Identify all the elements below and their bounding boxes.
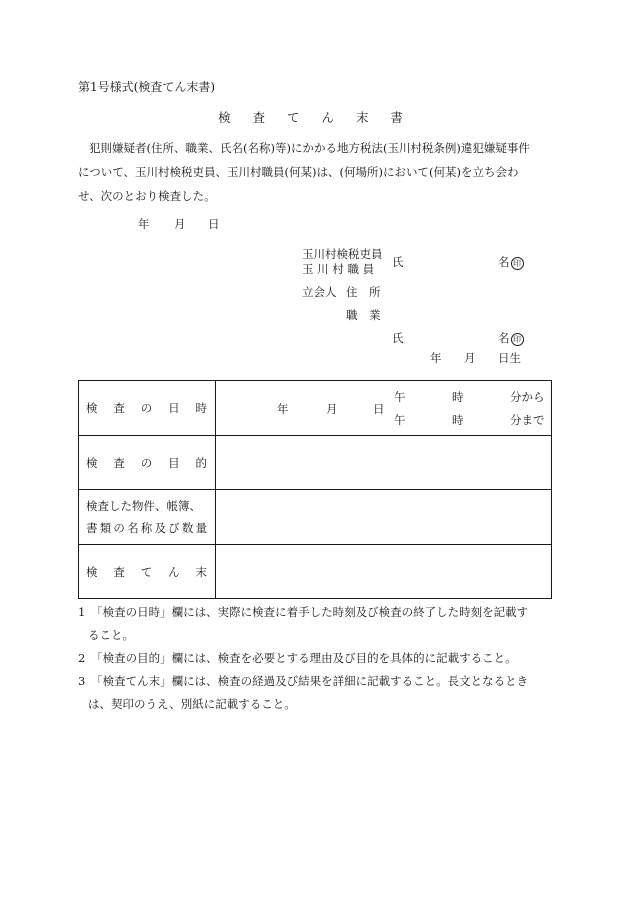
dt-year: 年 [277, 402, 289, 416]
label-char: 検 [86, 401, 98, 415]
datetime-value-cell[interactable] [216, 381, 552, 436]
note-1-cont: ること。 [88, 628, 134, 642]
table-row [79, 436, 552, 490]
dt-hour-end: 時 [452, 413, 464, 427]
inspector-title-2: 玉 川 村 職 員 [302, 262, 375, 276]
label-char: 目 [168, 455, 180, 470]
inspector-title-1: 玉川村検税吏員 [302, 247, 383, 261]
note-number: 2 [78, 651, 86, 665]
birth-day: 日生 [498, 351, 521, 365]
seal-1: 印 [511, 257, 524, 270]
table-row [79, 490, 552, 545]
dt-minute-from: 分から [510, 390, 545, 404]
items-value-cell[interactable] [216, 490, 552, 545]
inspection-table [78, 380, 552, 599]
note-text: 「検査の目的」欄には、検査を必要とする理由及び目的を具体的に記載すること。 [96, 651, 517, 665]
note-1 [78, 601, 558, 624]
date-month: 月 [174, 217, 186, 231]
dt-ampm-start: 午 [394, 390, 406, 404]
body-line-1: 犯則嫌疑者(住所、職業、氏名(名称)等)にかかる地方税法(玉川村税条例)違犯嫌疑事件 [89, 141, 530, 155]
purpose-label [79, 436, 216, 490]
dt-minute-to: 分まで [510, 413, 545, 427]
label-char: 検 [86, 564, 98, 579]
note-text: 「検査てん末」欄には、検査の経過及び結果を詳細に記載すること。長文となるとき [96, 674, 529, 688]
label-char: 名 [127, 521, 139, 535]
witness-label: 立会人 [302, 285, 337, 299]
note-2 [78, 647, 558, 670]
label-char: て [140, 564, 153, 579]
label-char: 検 [86, 455, 98, 470]
result-label [79, 545, 216, 599]
label-char: 称 [140, 521, 153, 535]
dt-hour-start: 時 [452, 390, 464, 404]
datetime-label [79, 381, 216, 436]
label-char: 数 [181, 521, 194, 535]
birth-month: 月 [464, 351, 476, 365]
result-value-cell[interactable] [216, 545, 552, 599]
note-number: 1 [78, 605, 86, 619]
label-char: 及 [154, 521, 166, 535]
witness-address-label: 住 所 [346, 285, 381, 299]
table-row [79, 545, 552, 599]
witness-name-suffix [498, 330, 524, 346]
label-char: の [113, 521, 125, 535]
label-char: 日 [168, 401, 180, 415]
label-char: 査 [113, 564, 125, 579]
label-char: 時 [195, 401, 207, 415]
date-year: 年 [138, 217, 150, 231]
dt-day: 日 [373, 402, 385, 416]
form-number: 第1号様式(検査てん末書) [78, 80, 215, 94]
label-char: 末 [195, 564, 207, 579]
label-char: び [168, 521, 180, 535]
label-char: 査 [113, 401, 125, 415]
dt-month: 月 [326, 402, 338, 416]
body-line-3: せ、次のとおり検査した。 [78, 189, 216, 203]
seal-2: 印 [511, 333, 524, 346]
table-row [79, 381, 552, 436]
notes [78, 601, 558, 716]
witness-name-suffix-text: 名 [498, 331, 510, 345]
label-char: の [140, 401, 153, 415]
body-paragraph [78, 136, 552, 208]
inspector-name-label: 氏 [392, 255, 404, 269]
label-char: 査 [113, 455, 125, 470]
label-char: の [140, 455, 153, 470]
items-label-line1: 検査した物件、帳簿、 [86, 499, 201, 513]
document-title: 検 査 て ん 末 書 [218, 110, 412, 125]
purpose-value-cell[interactable] [216, 436, 552, 490]
items-label-line2 [86, 517, 215, 539]
birth-year: 年 [430, 351, 442, 365]
inspector-name-suffix [498, 254, 524, 270]
label-char: 書 [86, 521, 98, 535]
witness-occupation-label: 職 業 [346, 308, 381, 322]
note-number: 3 [78, 674, 86, 688]
dt-ampm-end: 午 [394, 413, 406, 427]
date-day: 日 [208, 217, 220, 231]
items-label [79, 490, 216, 545]
label-char: 量 [195, 521, 207, 535]
note-3 [78, 670, 558, 693]
label-char: 類 [99, 521, 112, 535]
witness-name-label: 氏 [392, 331, 404, 345]
note-3-cont: は、契印のうえ、別紙に記載すること。 [88, 697, 296, 711]
label-char: 的 [195, 455, 207, 470]
label-char: ん [168, 564, 180, 579]
note-text: 「検査の日時」欄には、実際に検査に着手した時刻及び検査の終了した時刻を記載す [96, 605, 529, 619]
body-line-2: について、玉川村検税吏員、玉川村職員(何某)は、(何場所)において(何某)を立ち会わ [78, 165, 519, 179]
inspector-name-suffix-text: 名 [498, 255, 510, 269]
